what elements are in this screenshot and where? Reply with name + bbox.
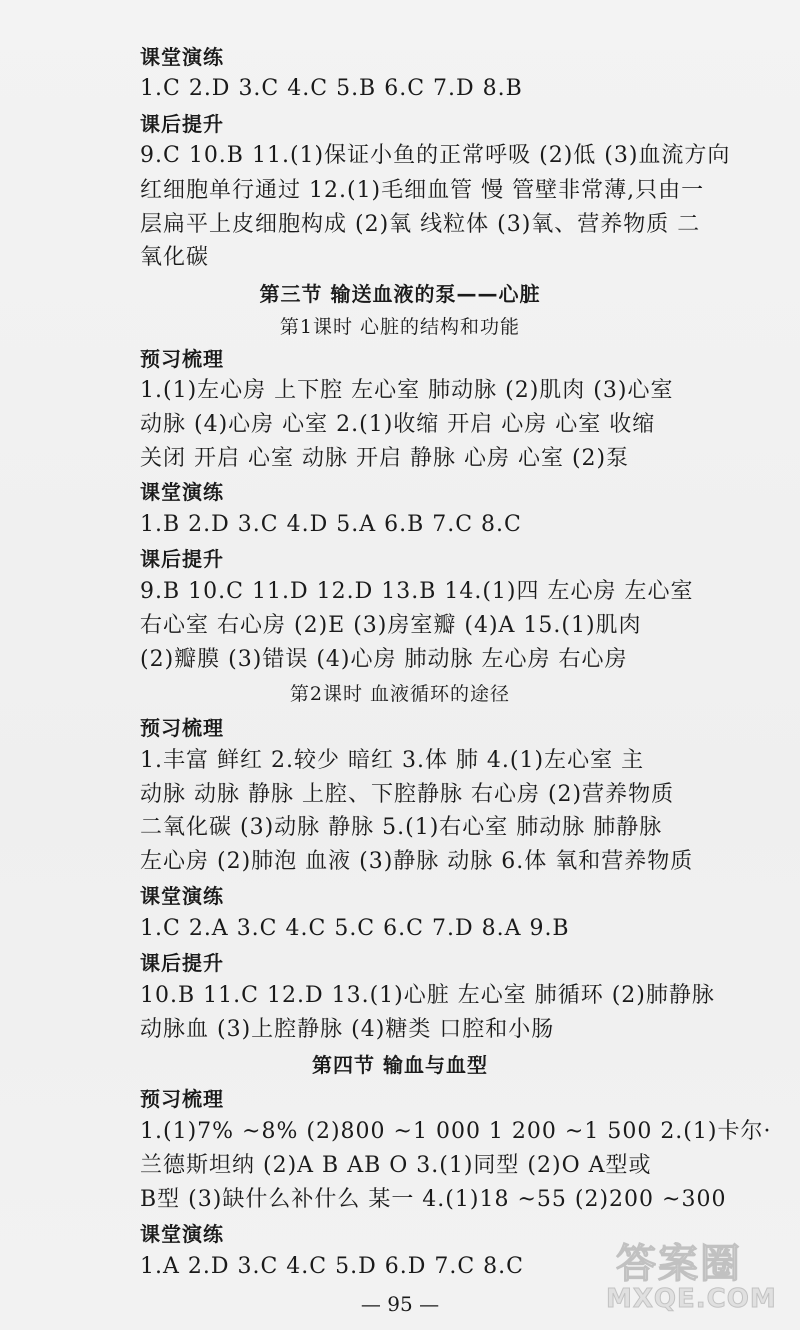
answer-line: 1.(1)左心房 上下腔 左心室 肺动脉 (2)肌肉 (3)心室	[140, 378, 674, 403]
answer-line: (2)瓣膜 (3)错误 (4)心房 肺动脉 左心房 右心房	[140, 647, 628, 672]
answer-line: 1.B 2.D 3.C 4.D 5.A 6.B 7.C 8.C	[140, 512, 522, 537]
answer-line: 二氧化碳 (3)动脉 静脉 5.(1)右心室 肺动脉 肺静脉	[140, 815, 663, 840]
answer-line: 动脉血 (3)上腔静脉 (4)糖类 口腔和小肠	[140, 1017, 555, 1042]
heading-classroom-practice: 课堂演练	[140, 45, 224, 69]
heading-preview: 预习梳理	[140, 347, 224, 371]
answer-line: 1.A 2.D 3.C 4.C 5.D 6.D 7.C 8.C	[140, 1254, 525, 1279]
answer-line: 9.C 10.B 11.(1)保证小鱼的正常呼吸 (2)低 (3)血流方向	[140, 143, 731, 168]
answer-line: 9.B 10.C 11.D 12.D 13.B 14.(1)四 左心房 左心室	[140, 579, 694, 604]
section-title: 第四节 输血与血型	[312, 1053, 488, 1077]
watermark-logo	[602, 1232, 782, 1322]
heading-after-class: 课后提升	[140, 951, 224, 975]
answer-line: 层扁平上皮细胞构成 (2)氧 线粒体 (3)氧、营养物质 二	[140, 212, 701, 237]
heading-after-class: 课后提升	[140, 547, 224, 571]
answer-line: 1.C 2.A 3.C 4.C 5.C 6.C 7.D 8.A 9.B	[140, 916, 570, 941]
answer-line: 动脉 (4)心房 心室 2.(1)收缩 开启 心房 心室 收缩	[140, 412, 656, 437]
answer-line: B型 (3)缺什么补什么 某一 4.(1)18 ~55 (2)200 ~300	[140, 1187, 727, 1212]
answer-line: 兰德斯坦纳 (2)A B AB O 3.(1)同型 (2)O A型或	[140, 1153, 652, 1178]
heading-classroom-practice: 课堂演练	[140, 480, 224, 504]
lesson-title: 第1课时 心脏的结构和功能	[279, 316, 521, 338]
answer-line: 红细胞单行通过 12.(1)毛细血管 慢 管壁非常薄,只由一	[140, 178, 705, 203]
answer-line: 动脉 动脉 静脉 上腔、下腔静脉 右心房 (2)营养物质	[140, 782, 675, 807]
section-title: 第三节 输送血液的泵——心脏	[259, 282, 541, 306]
answer-line: 1.丰富 鲜红 2.较少 暗红 3.体 肺 4.(1)左心室 主	[140, 748, 645, 773]
watermark-url: MXQE.COM	[606, 1284, 777, 1314]
heading-after-class: 课后提升	[140, 112, 224, 136]
lesson-title: 第2课时 血液循环的途径	[289, 683, 511, 705]
answer-line: 左心房 (2)肺泡 血液 (3)静脉 动脉 6.体 氧和营养物质	[140, 849, 694, 874]
answer-line: 关闭 开启 心室 动脉 开启 静脉 心房 心室 (2)泵	[140, 446, 630, 471]
heading-classroom-practice: 课堂演练	[140, 884, 224, 908]
heading-preview: 预习梳理	[140, 1087, 224, 1111]
answer-line: 1.C 2.D 3.C 4.C 5.B 6.C 7.D 8.B	[140, 76, 523, 101]
page-number: — 95 —	[360, 1292, 440, 1316]
answer-line: 氧化碳	[140, 245, 210, 270]
answer-line: 右心室 右心房 (2)E (3)房室瓣 (4)A 15.(1)肌肉	[140, 613, 642, 638]
heading-preview: 预习梳理	[140, 716, 224, 740]
watermark-title: 答案圈	[616, 1241, 742, 1287]
heading-classroom-practice: 课堂演练	[140, 1222, 224, 1246]
answer-line: 10.B 11.C 12.D 13.(1)心脏 左心室 肺循环 (2)肺静脉	[140, 983, 715, 1008]
answer-line: 1.(1)7% ~8% (2)800 ~1 000 1 200 ~1 500 2.(1)卡尔·	[140, 1119, 772, 1144]
